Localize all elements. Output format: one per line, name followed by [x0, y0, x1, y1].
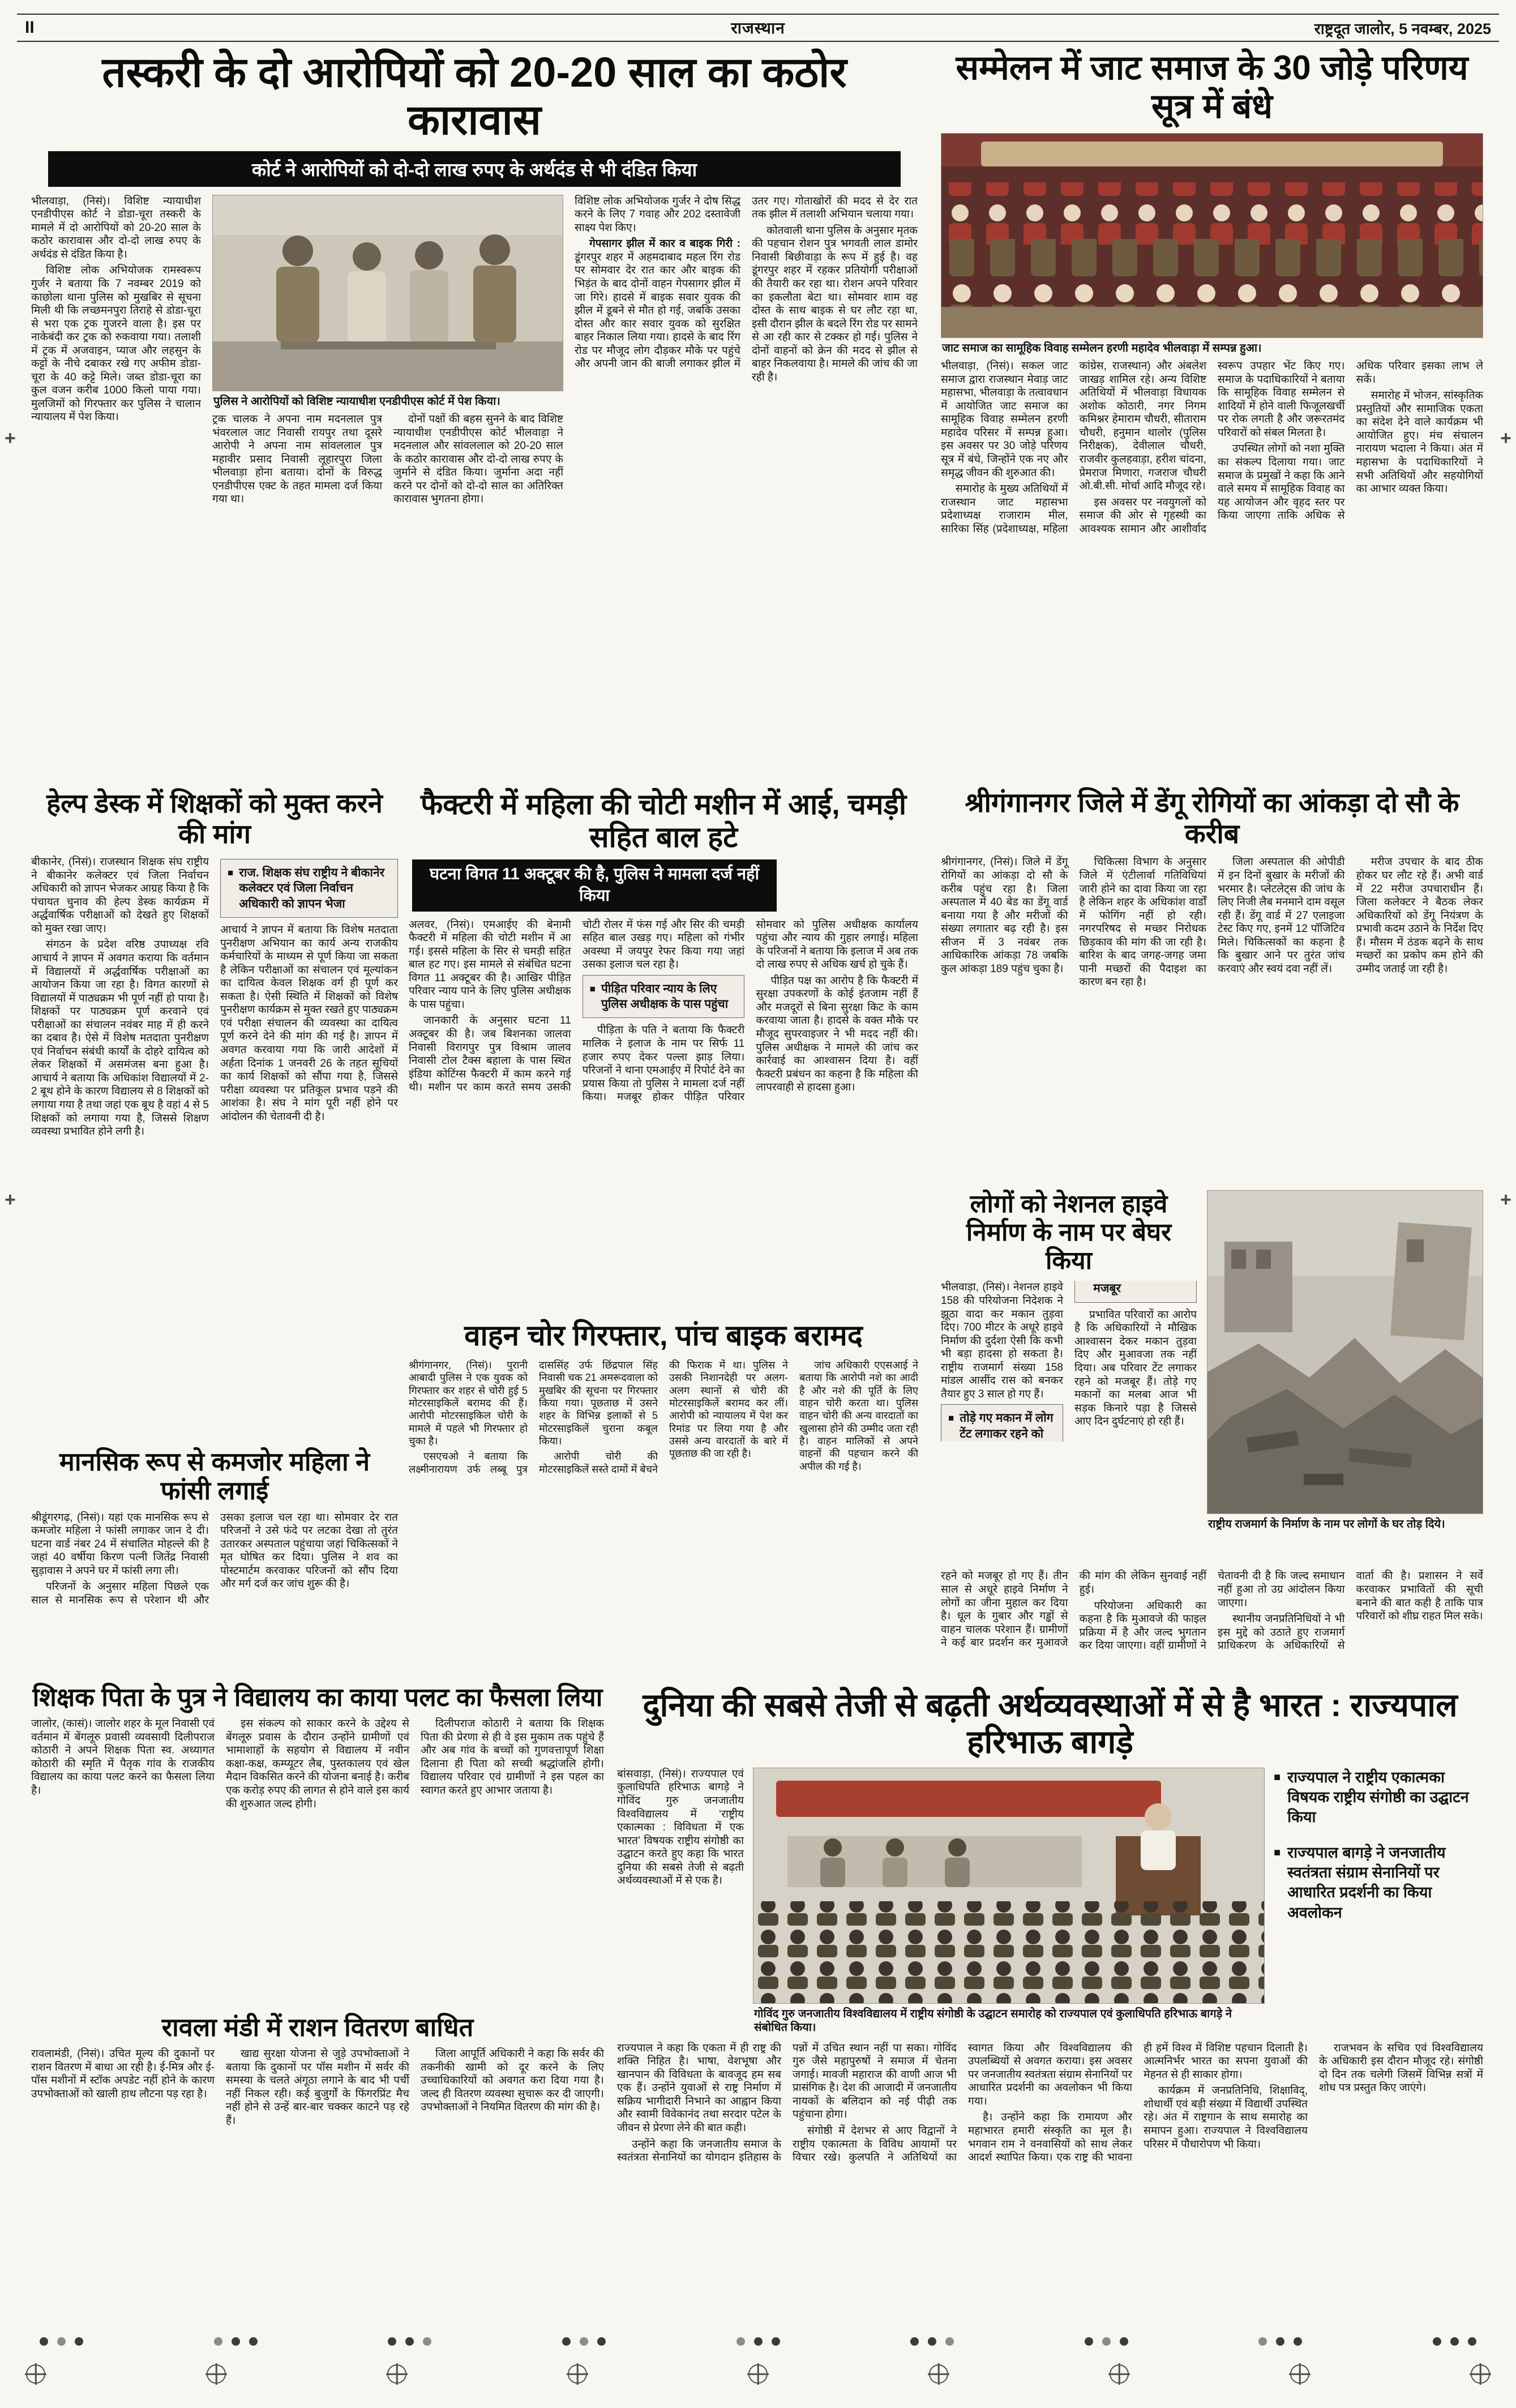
- paragraph: कार्यक्रम में जनप्रतिनिधि, शिक्षाविद्, शोधार्थी एवं बड़ी संख्या में विद्यार्थी उपस्थित रहे। अंत में राष्ट्रगान के साथ समारोह का समापन हुआ। राज्यपाल ने विश्वविद्यालय परिसर में पौधारोपण भी किया।: [1144, 2085, 1308, 2150]
- headline: शिक्षक पिता के पुत्र ने विद्यालय का काया पलट का फैसला लिया: [32, 1683, 603, 1712]
- paragraph: विशिष्ट लोक अभियोजक रामस्वरूप गुर्जर ने बताया कि 7 नवम्बर 2019 को काछोला थाना पुलिस को मुखबिर से सूचना मिली थी कि लच्छमनपुरा तिराहे से डोडा-चूरा से भरा एक ट्रक गुजरने वाला है। इस पर नाकेबंदी कर ट्रक को रुकवाया गया। तलाशी में ट्रक में अजवाइन, प्याज और लहसुन के कट्टों के नीचे दबाकर रखे गए अफीम डोडा-चूरा के 40 कट्टे मिले। जब्त डोडा-चूरा का कुल वजन करीब 1000 किलो पाया गया। मुलजिमों को गिरफ्तार कर पुलिस ने चालान न्यायालय में पेश किया।: [31, 264, 201, 424]
- paragraph: उन्होंने कहा कि जनजातीय समाज के स्वतंत्रता सेनानियों का योगदान इतिहास के पन्नों में उचित स्थान नहीं पा सका। गोविंद गुरु जैसे महापुरुषों ने समाज में चेतना जगाई। मावजी महाराज की वाणी आज भी प्रासंगिक है। देश की आजादी में जनजातीय नायकों के बलिदान को नई पीढ़ी तक पहुंचाना होगा।: [617, 2042, 957, 2164]
- masthead: [17, 14, 1499, 42]
- article-smuggling-verdict: [31, 49, 918, 761]
- paragraph: आचार्य ने ज्ञापन में बताया कि विशेष मतदाता पुनरीक्षण अभियान का कार्य अन्य राजकीय कर्मचारियों के माध्यम से पूर्ण किया जा सकता है लेकिन परीक्षाओं का संचालन एवं मूल्यांकन का दायित्व केवल शिक्षक वर्ग ही पूर्ण कर सकता है। ऐसी स्थिति में शिक्षकों को विशेष पुनरीक्षण कार्यक्रम से मुक्त रखते हुए पाठ्यक्रम एवं परीक्षा संचालन की व्यवस्था का दायित्व पूर्ण करने देने की मांग की गई है। ज्ञापन में अवगत करवाया गया कि जारी आदेशों में अर्हता दिनांक 1 जनवरी 26 के तहत सूचियों का कार्य शिक्षकों को सौंपा गया है, जिससे परीक्षा व्यवस्था पर प्रतिकूल प्रभाव पड़ने की आशंका है। संघ ने मांग पूरी नहीं होने पर आंदोलन की चेतावनी दी है।: [220, 924, 398, 1123]
- paragraph: समारोह के मुख्य अतिथियों में राजस्थान जाट महासभा प्रदेशाध्यक्ष राजाराम मील, सारिका सिंह (प्रदेशाध्यक्ष, महिला कांग्रेस, राजस्थान) और अंबलेश जाखड़ शामिल रहे। अन्य विशिष्ट अतिथियों में भीलवाड़ा विधायक अशोक कोठारी, नगर निगम कमिश्नर हेमाराम चौधरी, सीताराम चौधरी, हनुमान थालोर (पुलिस निरीक्षक), देवीलाल चौधरी, राजवीर कुलहवाड़ा, हरीश चांदना, प्रेमराज मिणारा, गजराज चौधरी ओ.बी.सी. मोर्चा आदि मौजूद रहे।: [941, 360, 1206, 535]
- paragraph: इस अवसर पर नवयुगलों को समाज की ओर से गृहस्थी का आवश्यक सामान और आशीर्वाद स्वरूप उपहार भेंट किए गए। समाज के पदाधिकारियों ने बताया कि सामूहिक विवाह सम्मेलन से शादियों में होने वाली फिजूलखर्ची पर रोक लगती है और जरूरतमंद परिवारों को संबल मिलता है।: [1079, 360, 1345, 535]
- paragraph: प्रभावित परिवारों का आरोप है कि अधिकारियों ने मौखिक आश्वासन देकर मकान तुड़वा दिए और मुआवजा तक नहीं दिया। अब परिवार टेंट लगाकर रहने को मजबूर हैं। तोड़े गए मकानों का मलबा आज भी सड़क किनारे पड़ा है जिससे आए दिन दुर्घटनाएं हो रही हैं।: [1074, 1308, 1197, 1428]
- paragraph: बीकानेर, (निसं)। राजस्थान शिक्षक संघ राष्ट्रीय ने बीकानेर कलेक्टर एवं जिला निर्वाचन अधिकारी को ज्ञापन भेजकर आग्रह किया है कि पंचायत चुनाव की हेल्प डेस्क कार्यक्रम में अर्द्धवार्षिक परीक्षाओं को देखते हुए शिक्षकों को मुक्त रखा जाए।: [31, 856, 209, 935]
- article-column: [31, 195, 201, 761]
- paragraph: अलवर, (निसं)। एमआईए की बेनामी फैक्टरी में महिला की चोटी मशीन में आ गई। इससे महिला के सिर से चमड़ी सहित बाल हट गए। इस मामले से संबंधित घटना विगत 11 अक्टूबर की है। आखिर पीड़ित परिवार न्याय पाने के लिए पुलिस अधीक्षक के पास पहुंचा।: [409, 918, 571, 1011]
- dot-group: [388, 2337, 431, 2346]
- governor-photo-illustration: [753, 1768, 1264, 2003]
- paragraph: श्रीगंगानगर, (निसं)। जिले में डेंगू रोगियों का आंकड़ा दो सौ के करीब पहुंच रहा है। जिला अस्पताल में 40 बेड का डेंगू वार्ड बनाया गया है और मरीजों की संख्या लगातार बढ़ रही है। इस सीजन में 3 नवंबर तक आधिकारिक आंकड़ा 78 जबकि कुल आंकड़ा 189 पहुंच चुका है।: [941, 856, 1068, 975]
- headline: रावला मंडी में राशन वितरण बाधित: [161, 2013, 474, 2042]
- demolition-photo: [1207, 1190, 1483, 1514]
- square-bullet-icon: ■: [228, 867, 234, 879]
- headline: श्रीगंगानगर जिले में डेंगू रोगियों का आंकड़ा दो सौ के करीब: [965, 788, 1459, 849]
- headline: मानसिक रूप से कमजोर महिला ने फांसी लगाई: [59, 1447, 370, 1505]
- article-column: [31, 856, 209, 1427]
- registration-target-icon: [748, 2364, 768, 2384]
- registration-cross: +: [5, 427, 16, 449]
- article-factory-accident: [409, 788, 918, 1269]
- registration-marks-row: [26, 2364, 1490, 2384]
- photo-caption: गोविंद गुरु जनजातीय विश्वविद्यालय में राष्ट्रीय संगोष्ठी के उद्घाटन समारोह को राज्यपाल एवं कुलाधिपति हरिभाऊ बागड़े ने संबोधित किया।: [754, 2007, 1232, 2034]
- article-ration-disruption: [31, 2013, 604, 2234]
- registration-target-icon: [26, 2364, 45, 2384]
- dot-group: [910, 2337, 954, 2346]
- subhead-bar: कोर्ट ने आरोपियों को दो-दो लाख रुपए के अर्थदंड से भी दंडित किया: [48, 151, 901, 187]
- paragraph: समारोह में भोजन, सांस्कृतिक प्रस्तुतियों और सामाजिक एकता का संदेश देने वाले कार्यक्रम भी आयोजित हुए। मंच संचालन नारायण भदाला ने किया। अंत में महासभा के पदाधिकारियों ने सभी अतिथियों और सहयोगियों का आभार व्यक्त किया।: [1356, 390, 1483, 495]
- paragraph: रहने को मजबूर हो गए हैं। तीन साल से अधूरे हाइवे निर्माण ने लोगों का जीना मुहाल कर दिया है। धूल के गुबार और गड्ढों से वाहन चालक परेशान हैं। ग्रामीणों ने कई बार प्रदर्शन कर मुआवजे की मांग की लेकिन सुनवाई नहीं हुई।: [941, 1570, 1206, 1649]
- article-column: [941, 1190, 1197, 1564]
- article-column: [212, 413, 563, 730]
- paragraph: एसएचओ ने बताया कि लक्ष्मीनारायण उर्फ लब्बू पुत्र दाससिंह उर्फ छिंद्रपाल सिंह निवासी चक 21 अमरूदवाला को मुखबिर की सूचना पर गिरफ्तार किया गया। पूछताछ में उसने शहर के विभिन्न इलाकों से 5 मोटरसाइकिलें चुराना कबूल किया।: [409, 1359, 658, 1475]
- inset-box: [220, 859, 398, 918]
- highlight-bullets: [1274, 1768, 1481, 2035]
- headline: फैक्टरी में महिला की चोटी मशीन में आई, चमड़ी सहित बाल हटे: [420, 788, 907, 854]
- photo-caption: राष्ट्रीय राजमार्ग के निर्माण के नाम पर लोगों के घर तोड़ दिये।: [1208, 1518, 1445, 1530]
- court-photo-illustration: [213, 195, 563, 391]
- article-body: [941, 1281, 1197, 1564]
- bullet-text: राज्यपाल ने राष्ट्रीय एकात्मका विषयक राष्ट्रीय संगोष्ठी का उद्घाटन किया: [1287, 1768, 1469, 1826]
- substory-text: डूंगरपुर शहर में अहमदाबाद महल रिंग रोड पर सोमवार देर रात कार और बाइक की भिड़ंत के बाद दोनों वाहन गेपसागर झील में जा गिरे। हादसे में बाइक सवार युवक की झील में डूबने से मौत हो गई, जबकि उसका दोस्त और कार सवार युवक को सुरक्षित बाहर निकाल लिया गया। हादसे के बाद रिंग रोड पर मौजूद लोग दौड़कर मौके पर पहुंचे और अपनी जान की बाजी लगाकर झील में उतर गए। गोताखोरों की मदद से देर रात तक झील में तलाशी अभियान चलाया गया।: [575, 195, 918, 370]
- paragraph: उपस्थित लोगों को नशा मुक्ति का संकल्प दिलाया गया। जाट समाज के प्रमुखों ने कहा कि आने वाले समय में सामूहिक विवाह का यह आयोजन और वृहद स्तर पर किया जाएगा ताकि अधिक से अधिक परिवार इसका लाभ ले सकें।: [1218, 360, 1483, 522]
- article-dengue-count: [941, 788, 1483, 1173]
- article-column: [220, 856, 398, 1427]
- paragraph: जालोर, (कासं)। जालोर शहर के मूल निवासी एवं वर्तमान में बेंगलूरु प्रवासी व्यवसायी दिलीपराज कोठारी ने अपने शिक्षक पिता स्व. अध्यागत कोठारी की स्मृति में पैतृक गांव के राजकीय विद्यालय का काया पलट करने का फैसला लिया है।: [31, 1718, 215, 1797]
- article-body: [617, 2042, 1483, 2279]
- paragraph: संगोष्ठी में देशभर से आए विद्वानों ने राष्ट्रीय एकात्मता के विविध आयामों पर विचार रखे। कुलपति ने अतिथियों का स्वागत किया और विश्वविद्यालय की उपलब्धियों से अवगत कराया। इस अवसर पर जनजातीय स्वतंत्रता संग्राम सेनानियों पर आधारित प्रदर्शनी का अवलोकन भी किया गया।: [793, 2042, 1132, 2164]
- square-bullet-icon: ■: [1274, 1770, 1281, 1783]
- square-bullet-icon: ■: [589, 983, 596, 994]
- paragraph: दिलीपराज कोठारी ने बताया कि शिक्षक पिता की प्रेरणा से ही वे इस मुकाम तक पहुंचे हैं और अब गांव के बच्चों को गुणवत्तापूर्ण शिक्षा दिलाना ही पिता को सच्ची श्रद्धांजलि होगी। विद्यालय परिवार एवं ग्रामीणों ने इस पहल का स्वागत करते हुए आभार जताया है।: [421, 1718, 604, 1797]
- article-governor-speech: [617, 1687, 1483, 2279]
- photo-caption: पुलिस ने आरोपियों को विशिष्ट न्यायाधीश एनडीपीएस कोर्ट में पेश किया।: [213, 395, 500, 408]
- article-vehicle-thief: [409, 1319, 918, 1619]
- article-body: [409, 1359, 918, 1619]
- article-body: [941, 1569, 1483, 1690]
- paragraph: संगठन के प्रदेश वरिष्ठ उपाध्यक्ष रवि आचार्य ने ज्ञापन में अवगत कराया कि वर्तमान में विद्यालयों में अर्द्धवार्षिक परीक्षाओं का आयोजन किया जा रहा है। विगत कारणों से विद्यालयों में पाठ्यक्रम भी पूर्ण नहीं हो पाया है। शिक्षकों पर पाठ्यक्रम पूर्ण करवाने एवं परीक्षाओं का संचालन नवंबर माह में ही करने का दबाव है। ऐसे में विशेष मतदाता पुनरीक्षण एवं निर्वाचन संबंधी कार्यों के दोहरे दायित्व को लेकर शिक्षकों में असमंजस बना हुआ है। आचार्य ने बताया कि अधिकांश विद्यालयों में 2-2 बूथ होने के कारण विद्यालय से 8 शिक्षकों को लगाया गया है तथा जहां एक बूथ है वहां 4 से 5 शिक्षकों को लगाया गया है, जिससे शिक्षण व्यवस्था प्रभावित होने लगी है।: [31, 939, 209, 1138]
- bullet-item: [1274, 1843, 1481, 1922]
- square-bullet-icon: ■: [948, 1413, 954, 1424]
- article-school-makeover: [31, 1683, 604, 1961]
- headline: सम्मेलन में जाट समाज के 30 जोड़े परिणय सूत्र में बंधे: [956, 49, 1468, 126]
- substory-title: गेपसागर झील में कार व बाइक गिरी :: [589, 238, 740, 250]
- article-jat-wedding: [941, 49, 1483, 750]
- article-body: [31, 1717, 604, 1961]
- article-body: [31, 2047, 604, 2234]
- paragraph: पीड़िता के पति ने बताया कि फैक्टरी मालिक ने इलाज के नाम पर सिर्फ 11 हजार रुपए देकर पल्ला झाड़ लिया। परिजनों ने थाना एमआईए में रिपोर्ट देने का प्रयास किया तो पुलिस ने मामला दर्ज नहीं किया। मजबूर होकर पीड़ित परिवार सोमवार को पुलिस अधीक्षक कार्यालय पहुंचा और न्याय की गुहार लगाई। महिला के परिजनों ने बताया कि इलाज में अब तक दो लाख रुपए से अधिक खर्च हो चुके हैं।: [582, 918, 918, 1104]
- paragraph: बांसवाड़ा, (निसं)। राज्यपाल एवं कुलाधिपति हरिभाऊ बागड़े ने गोविंद गुरु जनजातीय विश्वविद्यालय में ‘राष्ट्रीय एकात्मका : विविधता में एक भारत’ विषयक राष्ट्रीय संगोष्ठी का उद्घाटन करते हुए कहा कि भारत दुनिया की सबसे तेजी से बढ़ती अर्थव्यवस्थाओं में से एक है।: [617, 1768, 744, 1887]
- demolition-photo-illustration: [1207, 1191, 1483, 1513]
- article-column: [617, 1768, 744, 2034]
- headline: तस्करी के दो आरोपियों को 20-20 साल का कठोर कारावास: [102, 49, 847, 144]
- article-woman-suicide: [31, 1447, 398, 1675]
- article-column: [1207, 1190, 1483, 1564]
- paragraph: रावलामंडी, (निसं)। उचित मूल्य की दुकानों पर राशन वितरण में बाधा आ रही है। ई-मित्र और ई-पॉस मशीनों में स्टॉक अपडेट नहीं होने के कारण उपभोक्ताओं को खाली हाथ लौटना पड़ रहा है।: [31, 2048, 215, 2100]
- page-number: II: [25, 18, 35, 37]
- headline: वाहन चोर गिरफ्तार, पांच बाइक बरामद: [464, 1319, 863, 1351]
- registration-target-icon: [1110, 2364, 1129, 2384]
- subhead-bar: घटना विगत 11 अक्टूबर की है, पुलिस ने मामला दर्ज नहीं किया: [412, 859, 777, 911]
- paragraph: ट्रक चालक ने अपना नाम मदनलाल पुत्र भंवरलाल जाट निवासी रायपुर तथा दूसरे आरोपी ने अपना नाम सांवललाल पुत्र महावीर प्रसाद निवासी लूहारपुरा जिला भीलवाड़ा होना बताया। दोनों के विरुद्ध एनडीपीएस एक्ट के तहत मामला दर्ज किया गया था।: [212, 413, 382, 506]
- inset-text: पीड़ित परिवार न्याय के लिए पुलिस अधीक्षक के पास पहुंचा: [601, 982, 729, 1011]
- article-column: [575, 195, 918, 761]
- article-teachers-helpdesk: [31, 788, 398, 1427]
- registration-target-icon: [1290, 2364, 1309, 2384]
- paragraph: भीलवाड़ा, (निसं)। नेशनल हाइवे 158 की परियोजना निदेशक ने झूठा वादा कर मकान तुड़वा दिए। 700 मीटर के अधूरे हाइवे निर्माण की दुर्दशा ऐसी कि कभी भी बड़ा हादसा हो सकता है। राष्ट्रीय राजमार्ग संख्या 158 मांडल आसींद रास को बनकर तैयार हुए 3 साल हो गए हैं।: [941, 1281, 1063, 1400]
- paragraph: चिकित्सा विभाग के अनुसार जिले में एंटीलार्वा गतिविधियां जारी होने का दावा किया जा रहा है लेकिन शहर के अधिकांश वार्डों में फोगिंग नहीं हो रही। नगरपरिषद से मच्छर निरोधक छिड़काव की मांग की जा रही है। बारिश के बाद जगह-जगह जमा पानी मच्छरों की पैदाइश का कारण बन रहा है।: [1079, 856, 1206, 989]
- inset-text: राज. शिक्षक संघ राष्ट्रीय ने बीकानेर कलेक्टर एवं जिला निर्वाचन अधिकारी को ज्ञापन भेजा: [239, 866, 385, 910]
- paragraph: इस संकल्प को साकार करने के उद्देश्य से बेंगलूरु प्रवास के दौरान उन्होंने ग्रामीणों एवं भामाशाहों के सहयोग से विद्यालय में नवीन कक्षा-कक्ष, कम्प्यूटर लैब, पुस्तकालय एवं खेल मैदान विकसित करने की योजना बनाई है। करीब एक करोड़ रुपए की लागत से होने वाले इस कार्य की शुरुआत जल्द होगी।: [226, 1718, 409, 1810]
- headline: लोगों को नेशनल हाइवे निर्माण के नाम पर बेघर किया: [966, 1190, 1172, 1275]
- paragraph: पीड़ित पक्ष का आरोप है कि फैक्टरी में सुरक्षा उपकरणों के कोई इंतजाम नहीं हैं और मजदूरों से बिना सुरक्षा किट के काम करवाया जाता है। हादसे के वक्त मौके पर मौजूद सुपरवाइजर ने भी मदद नहीं की। पुलिस अधीक्षक ने मामले की जांच कर कार्रवाई का आश्वासन दिया है। वहीं फैक्टरी प्रबंधन का कहना है कि महिला की लापरवाही से हादसा हुआ।: [756, 974, 918, 1094]
- paragraph: स्थानीय जनप्रतिनिधियों ने भी इस मुद्दे को उठाते हुए राजमार्ग प्राधिकरण के अधिकारियों से वार्ता की है। प्रशासन ने सर्वे करवाकर प्रभावितों की सूची बनाने की बात कही है ताकि पात्र परिवारों को शीघ्र राहत मिल सके।: [1218, 1570, 1483, 1652]
- article-body: [941, 856, 1483, 1173]
- registration-cross: +: [1500, 427, 1511, 449]
- dot-group: [40, 2337, 83, 2346]
- square-bullet-icon: ■: [1274, 1846, 1281, 1859]
- paragraph: जांच अधिकारी एएसआई ने बताया कि आरोपी नशे का आदी है और नशे की पूर्ति के लिए वाहन चोरी करता था। पुलिस वाहन चोरी की अन्य वारदातों का खुलासा होने की उम्मीद जता रही है। वाहन मालिकों से अपने वाहनों की पहचान करने की अपील की गई है।: [799, 1359, 918, 1472]
- dot-group: [1085, 2337, 1128, 2346]
- court-photo: [212, 195, 563, 391]
- paragraph: मरीज उपचार के बाद ठीक होकर घर लौट रहे हैं। अभी वार्ड में 22 मरीज उपचाराधीन हैं। जिला कलेक्टर ने बैठक लेकर अधिकारियों को डेंगू नियंत्रण के प्रभावी कदम उठाने के निर्देश दिए हैं। मौसम में ठंडक बढ़ने के साथ मच्छरों का प्रकोप कम होने की उम्मीद जताई जा रही है।: [1356, 856, 1483, 975]
- registration-target-icon: [568, 2364, 587, 2384]
- paragraph: खाद्य सुरक्षा योजना से जुड़े उपभोक्ताओं ने बताया कि दुकानों पर पॉस मशीन में सर्वर की समस्या के चलते अंगूठा लगाने के बाद भी पर्ची नहीं निकल रही। कई बुजुर्गों के फिंगरप्रिंट मैच नहीं होने से उन्हें बार-बार चक्कर काटने पड़ रहे हैं।: [226, 2048, 409, 2127]
- inset-box: [583, 975, 745, 1019]
- dot-group: [1433, 2337, 1476, 2346]
- article-body: [941, 360, 1483, 750]
- registration-target-icon: [387, 2364, 406, 2384]
- edition-dateline: राष्ट्रदूत जालोर, 5 नवम्बर, 2025: [1314, 20, 1491, 37]
- registration-target-icon: [207, 2364, 226, 2384]
- paragraph: आरोपी चोरी की मोटरसाइकिलें सस्ते दामों में बेचने की फिराक में था। पुलिस ने उसकी निशानदेही पर अलग-अलग स्थानों से चोरी की मोटरसाइकिलें बरामद कर लीं। आरोपी को न्यायालय में पेश कर रिमांड पर लिया गया है और उससे अन्य वारदातों के बारे में पूछताछ की जा रही है।: [539, 1359, 788, 1475]
- paragraph: भीलवाड़ा, (निसं)। सकल जाट समाज द्वारा राजस्थान मेवाड़ जाट महासभा, भीलवाड़ा के तत्वावधान में आयोजित जाट समाज का सामूहिक विवाह सम्मेलन हरणी महादेव परिसर में सम्पन्न हुआ। इस अवसर पर 30 जोड़े परिणय सूत्र में बंधे, जिन्होंने एक नए और समृद्ध जीवन की शुरुआत की।: [941, 360, 1068, 479]
- inset-text: तोड़े गए मकान में लोग टेंट लगाकर रहने को मजबूर: [960, 1282, 1121, 1440]
- paragraph: राजभवन के सचिव एवं विश्वविद्यालय के अधिकारी इस दौरान मौजूद रहे। संगोष्ठी दो दिन तक चलेगी जिसमें विभिन्न सत्रों में शोध पत्र प्रस्तुत किए जाएंगे।: [1319, 2042, 1483, 2094]
- paragraph: भीलवाड़ा, (निसं)। विशिष्ट न्यायाधीश एनडीपीएस कोर्ट ने डोडा-चूरा तस्करी के मामले में दो आरोपियों को 20-20 साल के कठोर कारावास और दो-दो लाख रुपए के अर्थदंड से दंडित किया है।: [31, 195, 201, 260]
- paragraph: परियोजना अधिकारी का कहना है कि मुआवजे की फाइल प्रक्रिया में है और जल्द भुगतान कर दिया जाएगा। वहीं ग्रामीणों ने चेतावनी दी है कि जल्द समाधान नहीं हुआ तो उग्र आंदोलन किया जाएगा।: [1079, 1570, 1345, 1652]
- dot-group: [1258, 2337, 1302, 2346]
- wedding-photo-illustration: [941, 134, 1483, 337]
- bullet-text: राज्यपाल बागड़े ने जनजातीय स्वतंत्रता संग्राम सेनानियों पर आधारित प्रदर्शनी का किया अवलोकन: [1287, 1844, 1446, 1921]
- paragraph: परिजनों के अनुसार महिला पिछले एक साल से मानसिक रूप से परेशान थी और उसका इलाज चल रहा था। सोमवार देर रात परिजनों ने उसे फंदे पर लटका देखा तो तुरंत उतारकर अस्पताल पहुंचाया जहां चिकित्सकों ने मृत घोषित कर दिया। पुलिस ने शव का पोस्टमार्टम करवाकर परिजनों को सौंप दिया और मर्ग दर्ज कर जांच शुरू की है।: [31, 1511, 398, 1606]
- paragraph: जिला आपूर्ति अधिकारी ने कहा कि सर्वर की तकनीकी खामी को दूर करने के लिए उच्चाधिकारियों को अवगत करा दिया गया है। जल्द ही वितरण व्यवस्था सुचारू कर दी जाएगी। उपभोक्ताओं ने नियमित वितरण की मांग की है।: [421, 2048, 604, 2114]
- photo-caption: जाट समाज का सामूहिक विवाह सम्मेलन हरणी महादेव भीलवाड़ा में सम्पन्न हुआ।: [942, 341, 1262, 354]
- governor-photo: [753, 1768, 1265, 2004]
- dot-group: [214, 2337, 258, 2346]
- paragraph: जिला अस्पताल की ओपीडी में इन दिनों बुखार के मरीजों की भरमार है। प्लेटलेट्स की जांच के लिए निजी लैब मनमाने दाम वसूल रही हैं। डेंगू वार्ड में 27 एलाइजा टेस्ट किए गए, इनमें 12 पॉजिटिव मिले। चिकित्सकों का कहना है कि बुखार आने पर तुरंत जांच करवाएं और स्वयं दवा नहीं लें।: [1218, 856, 1345, 975]
- article-body: [31, 1511, 398, 1675]
- dot-group: [736, 2337, 780, 2346]
- paragraph: है। उन्होंने कहा कि रामायण और महाभारत हमारी संस्कृति का मूल है। भगवान राम ने वनवासियों को साथ लेकर आदर्श स्थापित किया। एक राष्ट्र की भावना ही हमें विश्व में विशिष्ट पहचान दिलाती है। आत्मनिर्भर भारत का सपना युवाओं की मेहनत से ही साकार होगा।: [968, 2042, 1308, 2164]
- headline: हेल्प डेस्क में शिक्षकों को मुक्त करने की मांग: [46, 788, 383, 849]
- section-title: राजस्थान: [716, 17, 800, 39]
- paragraph: श्रीगंगानगर, (निसं)। पुरानी आबादी पुलिस ने एक युवक को गिरफ्तार कर शहर से चोरी हुई 5 मोटरसाइकिलें बरामद की हैं। आरोपी मोटरसाइकिल चोरी के मामले में पहले भी गिरफ्तार हो चुका है।: [409, 1359, 528, 1447]
- paragraph: दोनों पक्षों की बहस सुनने के बाद विशिष्ट न्यायाधीश एनडीपीएस कोर्ट भीलवाड़ा ने मदनलाल और सांवललाल को 20-20 साल के कठोर कारावास और दो-दो लाख रुपए के जुर्माने से दंडित किया। जुर्माना अदा नहीं करने पर दोनों को दो-दो साल का अतिरिक्त कारावास भुगतना होगा।: [393, 413, 563, 506]
- paragraph: राज्यपाल ने कहा कि एकता में ही राष्ट्र की शक्ति निहित है। भाषा, वेशभूषा और खानपान की विविधता के बावजूद हम सब एक हैं। उन्होंने युवाओं से राष्ट्र निर्माण में सक्रिय भागीदारी निभाने का आह्वान किया और स्वामी विवेकानंद तथा सरदार पटेल के जीवन से प्रेरणा लेने की बात कही।: [617, 2042, 781, 2134]
- article-highway-demolition: [941, 1190, 1483, 1690]
- registration-cross: +: [5, 1189, 16, 1211]
- paragraph: जानकारी के अनुसार घटना 11 अक्टूबर की है। जब बिशनका जालवा निवासी विरागपुर पुत्र विश्राम जालव निवासी टोल टैक्स बहाला के पास स्थित इंडिया कोटिंग्स फैक्टरी में काम करने गई थी। मशीन पर काम करते समय उसकी चोटी रोलर में फंस गई और सिर की चमड़ी सहित बाल उखड़ गए। महिला को गंभीर अवस्था में जयपुर रेफर किया गया जहां उसका इलाज चल रहा है।: [409, 918, 745, 1094]
- headline: दुनिया की सबसे तेजी से बढ़ती अर्थव्यवस्थाओं में से है भारत : राज्यपाल हरिभाऊ बागड़े: [643, 1687, 1458, 1760]
- article-body: [409, 918, 918, 1269]
- article-column: [753, 1768, 1265, 2035]
- bullet-item: [1274, 1768, 1481, 1827]
- registration-target-icon: [929, 2364, 948, 2384]
- print-dots-row: [40, 2337, 1476, 2346]
- registration-cross: +: [1500, 1189, 1511, 1211]
- wedding-group-photo: [941, 133, 1483, 338]
- dot-group: [562, 2337, 606, 2346]
- paragraph: कोतवाली थाना पुलिस के अनुसार मृतक की पहचान रोशन पुत्र भगवती लाल डामोर निवासी बिछीवाड़ा के रूप में हुई है। वह डूंगरपुर शहर में रहकर प्रतियोगी परीक्षाओं की तैयारी कर रहा था। रोशन अपने परिवार का इकलौता बेटा था। सोमवार शाम वह दोस्त के साथ बाइक से घर लौट रहा था, इसी दौरान झील के बदले रिंग रोड पर सामने से आ रही कार से टक्कर हो गई। पुलिस ने दोनों वाहनों को क्रेन की मदद से झील से बाहर निकलवाया है। मामले की जांच की जा रही है।: [752, 224, 918, 383]
- article-column: [212, 195, 563, 761]
- paragraph: विशिष्ट लोक अभियोजक गुर्जर ने दोष सिद्ध करने के लिए 7 गवाह और 202 दस्तावेजी साक्ष्य पेश किए।: [575, 195, 740, 234]
- paragraph: श्रीडूंगरगढ़, (निसं)। यहां एक मानसिक रूप से कमजोर महिला ने फांसी लगाकर जान दे दी। घटना वार्ड नंबर 24 में संचालित मोहल्ले की है जहां 40 वर्षीया किरण पत्नी जितेंद्र निवासी सुड़ावास ने अपने घर में फांसी लगा ली।: [31, 1511, 209, 1577]
- registration-target-icon: [1471, 2364, 1490, 2384]
